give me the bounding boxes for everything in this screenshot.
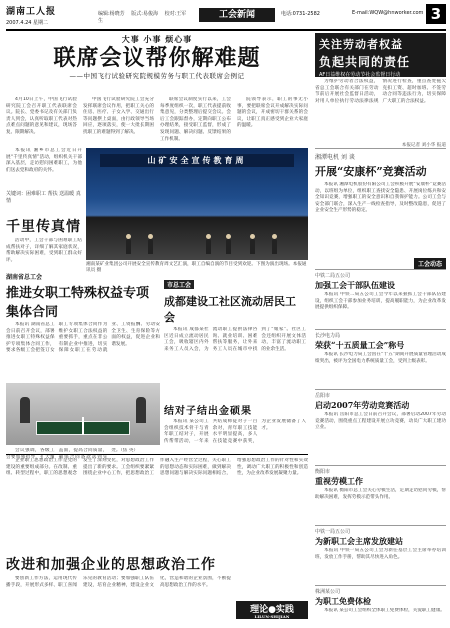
news-item-paragraph: 本报讯 岳阳市总工会日前召开会议，部署启动2007年劳动竞赛活动，围绕重点工程建设开展立功竞赛，动员广大职工建功立业。 [315, 412, 446, 431]
community-union-paragraph: 本报讯 成都某社区近日成立流动居民工会，吸收辖区内外来务工人员入会，为流动职工提供法律咨询、就业培训、困难帮扶等服务，让外来务工人员在城市中找到了“娘家”。社区工会还组织开展文体活动，丰富了流动职工的业余生活。 [164, 327, 306, 352]
masthead-rule [6, 29, 446, 31]
women-rights-org: 湖南省总工会 [6, 274, 43, 281]
performer-head [272, 234, 277, 239]
news-item-body [315, 608, 446, 628]
stage-performers [86, 212, 308, 260]
rights-byline: 本报记者 刘小华 报道 [401, 143, 446, 148]
women-rights-body [6, 322, 160, 380]
proof-credit: 校对:王军生 [98, 11, 187, 24]
theory-practice-badge [236, 601, 308, 619]
care-body [6, 148, 82, 188]
phone-number: 电话:0731-2582 [281, 11, 320, 17]
rights-paragraph: 为维护劳动者合法权益，省总工会联合有关部门在劳动节前后开展社会监督日活动，对用人单位执行劳动法律法规情况进行检查，重点查处拖欠克扣工资、超时加班、不签劳动合同等违法行为，切实保障广大职工的合法权益。 [315, 79, 446, 104]
issue-date: 2007.4.24 星期二 [6, 20, 49, 26]
email-address[interactable]: E-mail:WQW@hnworker.com [352, 10, 424, 16]
news-item [315, 389, 446, 462]
news-item [315, 465, 446, 522]
performer-head [148, 234, 153, 239]
designer-credit: 版式:易俊海 [131, 11, 158, 17]
performer [206, 239, 211, 254]
masthead [6, 4, 446, 30]
theory-practice-label: 理论●实践 [250, 605, 294, 615]
rights-headline-1: 关注劳动者权益 [319, 38, 403, 51]
theory-practice-pinyin: LILUN·SHIJIAN [254, 614, 290, 619]
news-item-paragraph: 本报讯 某公司工会组织全体职工免费体检，关爱职工健康。 [324, 608, 445, 613]
player [136, 397, 146, 423]
news-item-source: 中铁一局五公司 [315, 529, 351, 535]
performer-head [226, 234, 231, 239]
safety-contest-article [315, 148, 446, 254]
news-item-body [315, 548, 446, 582]
newspaper-brand [6, 4, 98, 28]
ideology-article [6, 454, 308, 622]
rights-body [315, 79, 446, 141]
mentoring-headline: 结对子结出金硕果 [164, 406, 252, 417]
community-union-article [164, 272, 306, 450]
section-title: 工会新闻 [199, 8, 275, 22]
rights-subhead: AF日益维权在劳动节社会监督日行动 [319, 72, 401, 78]
news-item-headline: 为新职工会主席发放建站 [315, 536, 403, 546]
safety-contest-paragraph: 本报讯 湘潭电机股份有限公司工会积极开展“安康杯”竞赛活动，以班组为单位，组织职工查找安全隐患、开展岗位练兵和安全知识竞赛，增强职工的安全意识和自我保护能力。公司工会与安全部门联合，深入生产一线检查指导，及时整改隐患，促进了企业安全生产形势的稳定。 [315, 182, 446, 214]
news-item [315, 329, 446, 386]
performer [250, 239, 255, 254]
ideology-paragraph: 企业职工思想政治工作是党的建设的重要组成部分。在改制、重组、转型过程中，职工的思想观念发生了深刻变化，对思想政治工作提出了新的要求。工会组织要紧紧围绕企业中心工作，把思想政治工作融入生产经营全过程，关心职工的思想动态和实际困难，做到解决思想问题与解决实际问题相结合，增强思想政治工作的针对性和实效性，调动广大职工的积极性和创造性，为企业改革发展凝聚力量。 [6, 458, 308, 477]
news-item-source: 长沙电力局 [315, 333, 341, 339]
care-paragraph: 活动中，工会干部与困难职工结成帮扶对子，详细了解其家庭状况，帮助解决实际困难，受到职工群众好评。 [6, 238, 82, 263]
stage-caption: 湘南某矿业集团公司开展安全宣传教育周文艺汇演，职工自编自演的节目受到欢迎。下图为演出现场。本报通讯员 摄 [86, 262, 307, 273]
rights-feature-header [315, 33, 446, 77]
women-rights-paragraph: 会议强调，各级工会要加强指导，扩大覆盖面，提高合同质量，确保合同条款落到实处。（焦 英） [6, 448, 139, 460]
news-item-headline: 启动2007年劳动竞赛活动 [315, 400, 410, 410]
performer [126, 239, 131, 254]
rights-feature [315, 33, 446, 148]
news-item-headline: 加强工会干部队伍建设 [315, 280, 395, 290]
performer [148, 239, 153, 254]
editor-credit: 编辑:杨晓芳 [98, 11, 125, 17]
care-body-2 [6, 238, 82, 274]
women-rights-article [6, 272, 160, 460]
news-item-body [315, 412, 446, 462]
newspaper-logo: 湖南工人报 [6, 7, 57, 17]
news-item-headline: 荣获“十五质量工会”称号 [315, 340, 405, 350]
performer-head [250, 234, 255, 239]
women-rights-headline: 推进女职工特殊权益专项集体合同 [6, 286, 150, 320]
news-item-source: 中铁二局五公司 [315, 273, 351, 279]
care-article [6, 148, 82, 268]
news-item-source: 株洲某公司 [315, 589, 341, 595]
rights-headline-2: 负起共同的责任 [319, 55, 411, 69]
ideology-body [6, 458, 308, 548]
stage-photo [86, 148, 308, 260]
news-item [315, 585, 446, 628]
news-item-source: 岳阳市 [315, 393, 331, 399]
news-item-paragraph: 本报讯 中铁二局五公司工会今年以来狠抓工会干部队伍建设，组织工会干部参加业务培训，提高履职能力，为企业改革发展提供组织保障。 [315, 292, 446, 311]
lead-paragraph: 院领导表示，职工的事无小事，要把联席会议开成解决实际问题的会议，开成密切干群关系的会议，让职工真正感受到企业大家庭的温暖。 [237, 97, 308, 129]
news-item-headline: 重视劳模工作 [315, 476, 363, 486]
stage-banner: 山矿安全宣传教育周 [100, 154, 294, 167]
news-item-body [315, 352, 446, 386]
news-item [315, 525, 446, 582]
news-item-paragraph: 本报讯 中铁一局五公司工会为新任基层工会主席举办培训班，发放工作手册，帮助其尽快进入角色。 [315, 548, 446, 560]
lead-paragraph: 4月10日上午，中国飞行试验研究院工会召开职工代表联席会议。院长、党委书记及有关部门负责人到会，认真听取职工代表对热点难点问题的意见和建议，现场答复、限期解决。 [6, 97, 77, 135]
news-item-paragraph: 本报讯 长沙电力局工会因在“十五”期间开展质量管理活动成绩突出，被评为全国电力系统质量工会，受到上级表彰。 [315, 352, 446, 364]
staff-credits [98, 10, 194, 24]
ideology-headline: 改进和加强企业的思想政治工作 [6, 557, 216, 573]
lead-subtitle: ——中国飞行试验研究院规模劳务与职工代表联席会例记 [69, 72, 245, 80]
lead-paragraph: 中国飞行试验研究院工会充分发挥联席会议作用，把职工关心的住房、医疗、子女入学、交通出行等问题摆上桌面，由行政领导当场回应，逐项落实，使一大批长期困扰职工的难题得到了解决。 [83, 97, 154, 135]
news-item-paragraph: 本报讯 衡阳市总工会关心劳模生活，定期走访慰问劳模，帮助解决困难，发挥劳模示范带头作用。 [315, 488, 446, 500]
player [20, 397, 30, 423]
performer-head [206, 234, 211, 239]
lead-kicker: 大事 小事 烦心事 [121, 35, 193, 44]
news-item-source: 衡阳市 [315, 469, 331, 475]
performer [272, 239, 277, 254]
news-item [315, 269, 446, 326]
news-item-body [315, 292, 446, 326]
community-union-headline: 成都建设工社区流动居民工会 [164, 295, 296, 324]
union-news-tab: 工会动态 [414, 258, 446, 269]
safety-contest-source: 湘潭电机 刘 谈 [315, 154, 355, 161]
union-news-column [315, 258, 446, 622]
performer-head [126, 234, 131, 239]
women-rights-paragraph: 本报讯 湖南省总工会日前召开会议，部署推进女职工特殊权益保护专项集体合同工作，要求各级工会把签订女职工专项集体合同作为维护女职工合法权益的重要抓手，重点在非公有制企业中推进，切实保障女职工在劳动就业、工资报酬、劳动安全卫生、生育保险等方面的权益，促进企业和谐发展。 [6, 322, 160, 354]
care-keywords: 关键词：困难职工 帮扶 送温暖 真情 [6, 191, 81, 204]
ideology-paragraph: 要创新工作方法，运用现代传播手段，开展形式多样、职工喜闻乐见的教育活动；要加强职工队伍建设，培育企业精神，建设企业文化，营造和谐的企业氛围，不断提高思想政治工作的水平。 [6, 576, 231, 588]
lead-paragraph: 联席会议制度实行以来，工会每季度组织一次，职工代表提前收集意见，分类整理后提交会议。会后工会跟踪督办，定期向职工公布办理结果，接受职工监督，形成了发现问题、解决问题、反馈结果的工作机制。 [160, 97, 231, 142]
lead-headline: 联席会议帮你解难题 [53, 45, 261, 71]
care-headline: 千里传真情 [6, 219, 81, 235]
care-paragraph: 本报讯 湘乡市总工会近日开展“千里传真情”活动，组织机关干部深入基层，走访慰问困难职工，为他们送去党和政府的关怀。 [6, 148, 82, 173]
news-item-body [315, 488, 446, 522]
safety-contest-body [315, 182, 446, 254]
performer [226, 239, 231, 254]
community-union-body [164, 327, 306, 399]
community-union-org: 市总工会 [164, 280, 194, 289]
table-tennis-net [82, 417, 84, 435]
page-number: 3 [426, 4, 446, 24]
table-tennis-photo [6, 383, 160, 445]
mentoring-paragraph: 本报讯 某公司工会组织技术骨干与青年职工结对子，开展传帮带活动，一年来共结成师徒对子一百余对，青年职工技能水平明显提高，多人在技能竞赛中获奖，为企业发展储备了人才。 [164, 419, 306, 444]
news-item-headline: 为职工免费体检 [315, 596, 371, 606]
safety-contest-headline: 开展“安康杯”竞赛活动 [315, 165, 427, 178]
